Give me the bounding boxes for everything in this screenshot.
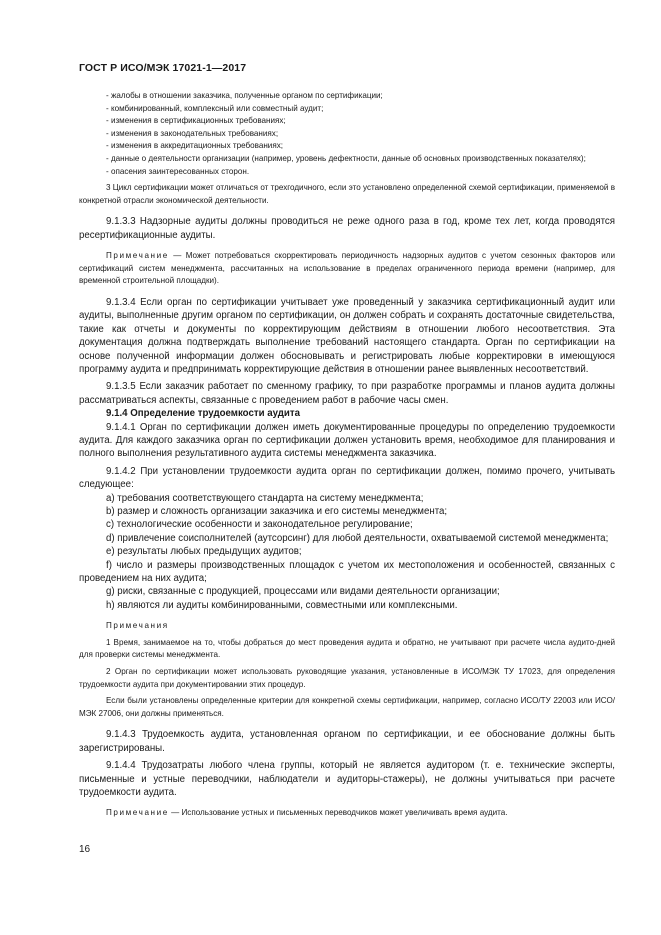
list-item: f) число и размеры производственных площадок с учетом их местоположения и особенностей, связанных с проведением на них аудита; — [79, 559, 615, 585]
note-2: 2 Орган по сертификации может использовать руководящие указания, установленные в ИСО/МЭК ТУ 17023, для определения трудоемкости аудита при документировании этих процедур. — [79, 667, 615, 689]
dash-item: - изменения в сертификационных требованиях; — [106, 116, 286, 126]
paragraph-9-1-4-1: 9.1.4.1 Орган по сертификации должен иметь документированные процедуры по определению трудоемкости аудита. Для каждого заказчика орган по сертификации должен установить время, необходимое для планирования и полного выполнения результативного аудита системы менеджмента заказчика. — [79, 421, 615, 460]
list-item: a) требования соответствующего стандарта на систему менеджмента; — [106, 492, 424, 504]
dash-item: - комбинированный, комплексный или совместный аудит; — [106, 103, 324, 113]
note-label: Примечание — [106, 251, 169, 261]
notes-label: Примечания — [106, 621, 169, 631]
dash-list — [79, 90, 615, 178]
note-text: — Может потребоваться скорректировать периодичность надзорных аудитов с учетом сезонных факторов или сертификаций систем менеджмента, рассчитанных на использование в пределах ограниченного периода времени (например, для временной строительной площадки). — [79, 251, 615, 286]
list-item: b) размер и сложность организации заказчика и его системы менеджмента; — [106, 506, 448, 518]
paragraph-9-1-3-4: 9.1.3.4 Если орган по сертификации учитывает уже проведенный у заказчика сертификационный аудит или аудиты, выполненные другим органом по сертификации, он должен собрать и сохранять достаточные свидетельства, такие как отчеты и документы по корректирующим действиям в отношении любого несоответствия. Эта документация должна подтверждать выполнение требований настоящего стандарта. Орган по сертификации на основе полученной информации должен обосновывать и регистрировать любые корректировки в имеющуюся программу аудита и предпринимать корректирующие действия в отношении ранее выявленных несоответствий. — [79, 296, 615, 375]
list-item: g) риски, связанные с продукцией, процессами или видами деятельности организации; — [106, 586, 500, 598]
dash-item: - данные о деятельности организации (например, уровень дефектности, данные об основных производственных показателях); — [106, 153, 586, 163]
list-item: h) являются ли аудиты комбинированными, совместными или комплексными. — [106, 599, 458, 611]
page-number: 16 — [79, 844, 91, 855]
paragraph-9-1-4-3: 9.1.4.3 Трудоемкость аудита, установленная органом по сертификации, и ее обоснование должны быть зарегистрированы. — [79, 729, 615, 754]
dash-item: - жалобы в отношении заказчика, полученные органом по сертификации; — [106, 91, 383, 100]
note-label: Примечание — [106, 808, 169, 818]
dash-item: - изменения в аккредитационных требованиях; — [106, 141, 283, 151]
criteria-list — [79, 492, 615, 613]
document-header: ГОСТ Р ИСО/МЭК 17021-1—2017 — [79, 62, 247, 74]
note-2-continuation: Если были установлены определенные критерии для конкретной схемы сертификации, например, согласно ИСО/ТУ 22003 или ИСО/МЭК 27006, они должны применяться. — [79, 696, 615, 718]
note-b — [79, 807, 615, 820]
note-text: — Использование устных и письменных переводчиков может увеличивать время аудита. — [168, 808, 508, 818]
note-1: 1 Время, занимаемое на то, чтобы добраться до мест проведения аудита и обратно, не учитывают при расчете числа аудито-дней для проверки системы менеджмента. — [79, 637, 615, 660]
list-item: d) привлечение соисполнителей (аутсорсинг) для любой деятельности, охватываемой системой менеджмента; — [106, 532, 609, 544]
paragraph-9-1-3-5: 9.1.3.5 Если заказчик работает по сменному графику, то при разработке программы и планов аудита должны рассматриваться аспекты, связанные с проведением работ в рабочие часы смен. — [79, 381, 615, 406]
note-3: 3 Цикл сертификации может отличаться от трехгодичного, если это установлено определенной схемой сертификации, применяемой в конкретной отрасли экономической деятельности. — [79, 183, 615, 205]
note-a — [79, 250, 615, 288]
paragraph-9-1-4-4: 9.1.4.4 Трудозатраты любого члена группы, который не является аудитором (т. е. технические эксперты, письменные и устные переводчики, наблюдатели и аудиторы-стажеры), не должны учитываться при расчете трудоемкости аудита. — [79, 760, 615, 799]
list-item: c) технологические особенности и законодательное регулирование; — [106, 519, 413, 531]
section-heading-9-1-4: 9.1.4 Определение трудоемкости аудита — [106, 408, 300, 420]
paragraph-9-1-3-3: 9.1.3.3 Надзорные аудиты должны проводиться не реже одного раза в год, кроме тех лет, когда проводятся ресертификационные аудиты. — [79, 216, 615, 241]
page-content — [79, 90, 615, 820]
paragraph-9-1-4-2: 9.1.4.2 При установлении трудоемкости аудита орган по сертификации должен, помимо прочего, учитывать следующее: — [79, 465, 615, 491]
list-item: e) результаты любых предыдущих аудитов; — [106, 546, 302, 558]
dash-item: - изменения в законодательных требованиях; — [106, 128, 279, 138]
dash-item: - опасения заинтересованных сторон. — [106, 166, 250, 176]
